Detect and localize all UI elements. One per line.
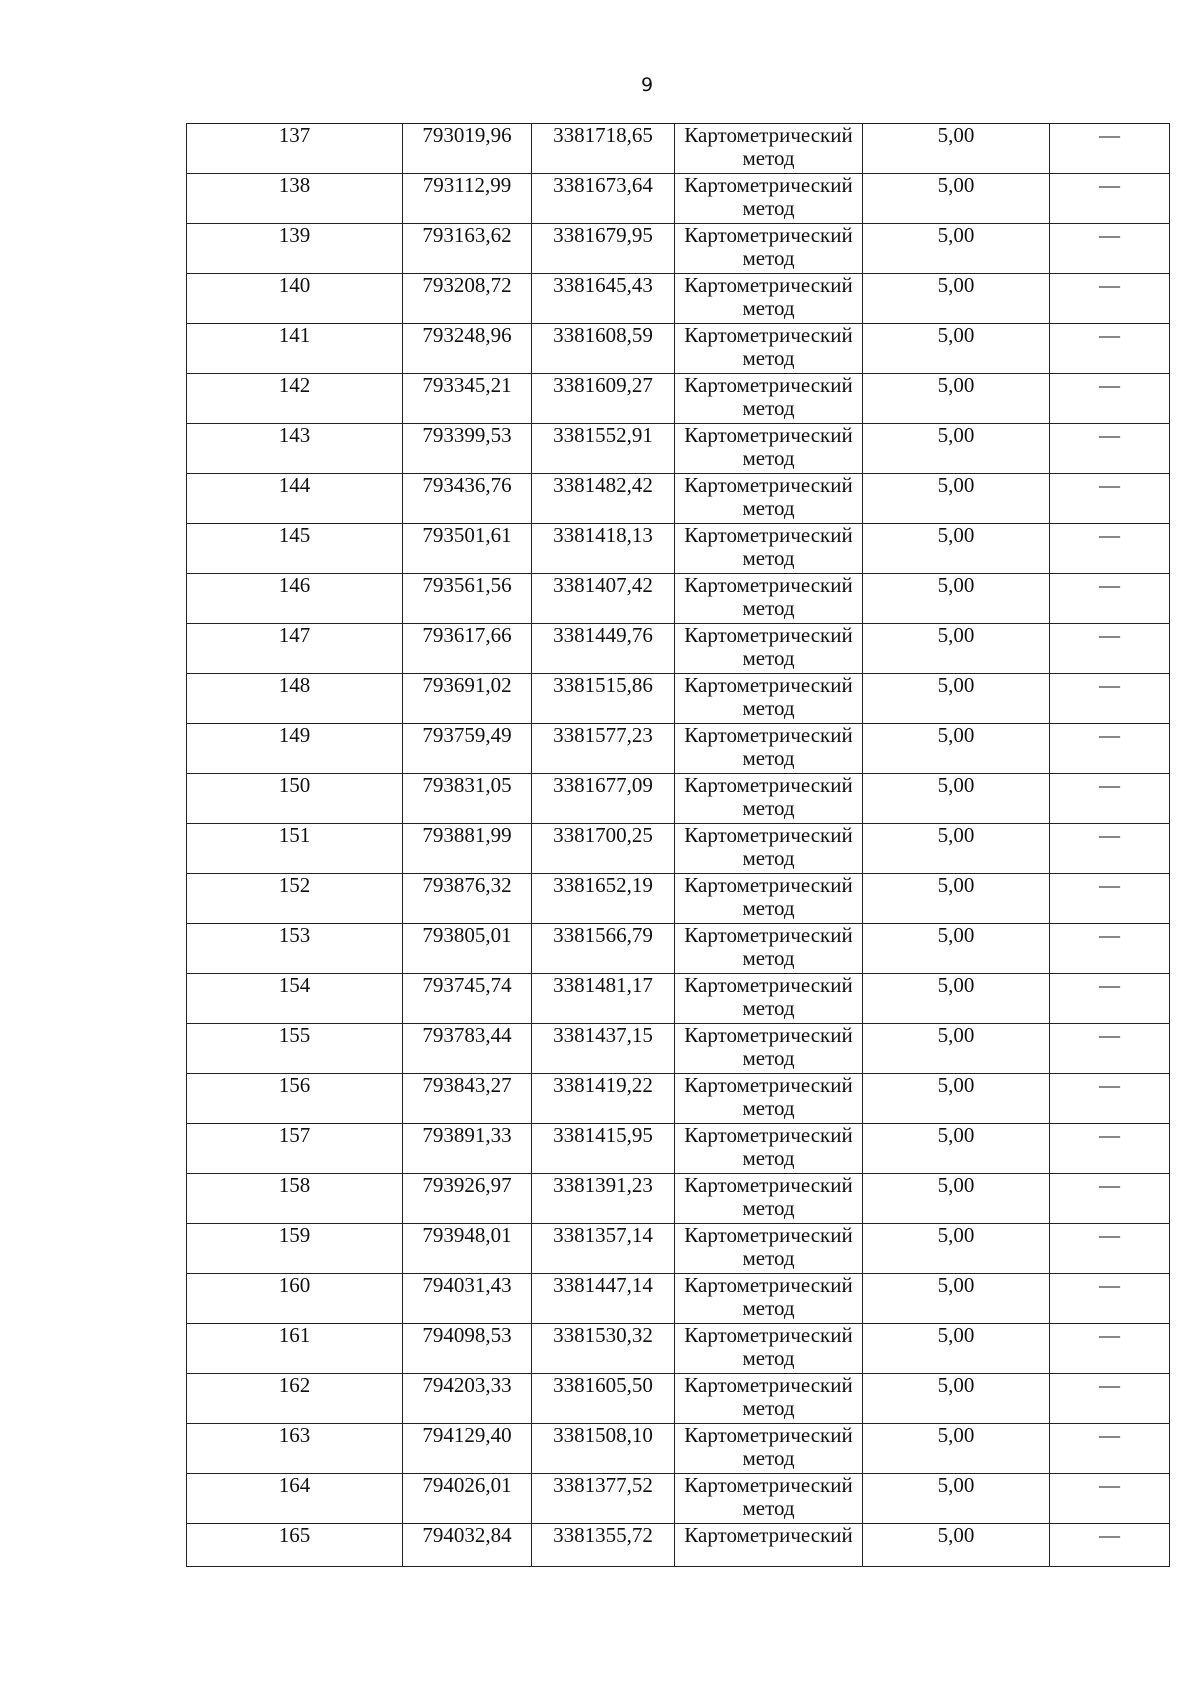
table-row <box>187 1274 1170 1324</box>
method-cell <box>675 474 863 524</box>
point-number-cell: 160 <box>187 1274 403 1324</box>
y-coordinate-cell: 3381391,23 <box>532 1174 675 1224</box>
x-coordinate-cell: 793926,97 <box>403 1174 532 1224</box>
y-coordinate-cell: 3381566,79 <box>532 924 675 974</box>
accuracy-cell: 5,00 <box>863 474 1050 524</box>
method-cell <box>675 1374 863 1424</box>
description-cell: — <box>1050 324 1170 374</box>
table-row <box>187 874 1170 924</box>
accuracy-cell: 5,00 <box>863 924 1050 974</box>
method-cell <box>675 1274 863 1324</box>
accuracy-cell: 5,00 <box>863 524 1050 574</box>
table-row <box>187 124 1170 174</box>
point-number-cell: 149 <box>187 724 403 774</box>
table-row <box>187 1324 1170 1374</box>
y-coordinate-cell: 3381673,64 <box>532 174 675 224</box>
accuracy-cell: 5,00 <box>863 1374 1050 1424</box>
description-cell: — <box>1050 1074 1170 1124</box>
accuracy-cell: 5,00 <box>863 224 1050 274</box>
accuracy-cell: 5,00 <box>863 1474 1050 1524</box>
point-number-cell: 142 <box>187 374 403 424</box>
table-row <box>187 324 1170 374</box>
point-number-cell: 158 <box>187 1174 403 1224</box>
method-line: метод <box>742 446 795 470</box>
description-cell: — <box>1050 524 1170 574</box>
method-line: метод <box>742 546 795 570</box>
method-line: Картометрический <box>684 573 853 597</box>
table-row <box>187 274 1170 324</box>
method-cell <box>675 1174 863 1224</box>
point-number-cell: 150 <box>187 774 403 824</box>
method-line: Картометрический <box>684 1523 853 1547</box>
x-coordinate-cell: 793019,96 <box>403 124 532 174</box>
accuracy-cell: 5,00 <box>863 1324 1050 1374</box>
method-line: метод <box>742 1446 795 1470</box>
y-coordinate-cell: 3381530,32 <box>532 1324 675 1374</box>
method-cell <box>675 1124 863 1174</box>
method-cell <box>675 1024 863 1074</box>
method-line: метод <box>742 646 795 670</box>
method-line: Картометрический <box>684 473 853 497</box>
table-row <box>187 624 1170 674</box>
point-number-cell: 140 <box>187 274 403 324</box>
x-coordinate-cell: 793843,27 <box>403 1074 532 1124</box>
method-line: метод <box>742 596 795 620</box>
method-line: Картометрический <box>684 173 853 197</box>
method-cell <box>675 674 863 724</box>
method-line: метод <box>742 1146 795 1170</box>
method-line: метод <box>742 796 795 820</box>
method-line: Картометрический <box>684 423 853 447</box>
method-line: метод <box>742 1046 795 1070</box>
description-cell: — <box>1050 174 1170 224</box>
x-coordinate-cell: 793891,33 <box>403 1124 532 1174</box>
y-coordinate-cell: 3381447,14 <box>532 1274 675 1324</box>
x-coordinate-cell: 793112,99 <box>403 174 532 224</box>
x-coordinate-cell: 793831,05 <box>403 774 532 824</box>
point-number-cell: 164 <box>187 1474 403 1524</box>
y-coordinate-cell: 3381677,09 <box>532 774 675 824</box>
method-line: метод <box>742 996 795 1020</box>
point-number-cell: 148 <box>187 674 403 724</box>
method-line: метод <box>742 1096 795 1120</box>
point-number-cell: 163 <box>187 1424 403 1474</box>
description-cell: — <box>1050 724 1170 774</box>
method-cell <box>675 1424 863 1474</box>
point-number-cell: 137 <box>187 124 403 174</box>
x-coordinate-cell: 794129,40 <box>403 1424 532 1474</box>
description-cell: — <box>1050 1224 1170 1274</box>
method-line: Картометрический <box>684 273 853 297</box>
method-line: метод <box>742 1196 795 1220</box>
y-coordinate-cell: 3381608,59 <box>532 324 675 374</box>
description-cell: — <box>1050 1474 1170 1524</box>
method-line: метод <box>742 196 795 220</box>
x-coordinate-cell: 793876,32 <box>403 874 532 924</box>
description-cell: — <box>1050 924 1170 974</box>
method-line: метод <box>742 946 795 970</box>
method-cell <box>675 1074 863 1124</box>
point-number-cell: 145 <box>187 524 403 574</box>
method-line: Картометрический <box>684 323 853 347</box>
y-coordinate-cell: 3381418,13 <box>532 524 675 574</box>
accuracy-cell: 5,00 <box>863 324 1050 374</box>
table-row <box>187 924 1170 974</box>
y-coordinate-cell: 3381355,72 <box>532 1524 675 1567</box>
method-line: Картометрический <box>684 1473 853 1497</box>
method-line: метод <box>742 496 795 520</box>
method-line: Картометрический <box>684 1373 853 1397</box>
y-coordinate-cell: 3381357,14 <box>532 1224 675 1274</box>
y-coordinate-cell: 3381377,52 <box>532 1474 675 1524</box>
accuracy-cell: 5,00 <box>863 1024 1050 1074</box>
table-row <box>187 524 1170 574</box>
accuracy-cell: 5,00 <box>863 774 1050 824</box>
point-number-cell: 139 <box>187 224 403 274</box>
x-coordinate-cell: 793345,21 <box>403 374 532 424</box>
accuracy-cell: 5,00 <box>863 1224 1050 1274</box>
method-cell <box>675 874 863 924</box>
accuracy-cell: 5,00 <box>863 1524 1050 1567</box>
method-line: Картометрический <box>684 723 853 747</box>
description-cell: — <box>1050 874 1170 924</box>
accuracy-cell: 5,00 <box>863 424 1050 474</box>
method-cell <box>675 574 863 624</box>
point-number-cell: 146 <box>187 574 403 624</box>
method-line: Картометрический <box>684 1423 853 1447</box>
method-line: Картометрический <box>684 1173 853 1197</box>
description-cell: — <box>1050 1124 1170 1174</box>
y-coordinate-cell: 3381482,42 <box>532 474 675 524</box>
x-coordinate-cell: 793399,53 <box>403 424 532 474</box>
point-number-cell: 144 <box>187 474 403 524</box>
point-number-cell: 138 <box>187 174 403 224</box>
description-cell: — <box>1050 1324 1170 1374</box>
method-cell <box>675 524 863 574</box>
method-cell <box>675 774 863 824</box>
y-coordinate-cell: 3381679,95 <box>532 224 675 274</box>
x-coordinate-cell: 793617,66 <box>403 624 532 674</box>
method-cell <box>675 924 863 974</box>
method-line: Картометрический <box>684 1023 853 1047</box>
method-line: Картометрический <box>684 1073 853 1097</box>
method-line: метод <box>742 396 795 420</box>
method-line: метод <box>742 346 795 370</box>
description-cell: — <box>1050 224 1170 274</box>
accuracy-cell: 5,00 <box>863 624 1050 674</box>
method-line: метод <box>742 1246 795 1270</box>
description-cell: — <box>1050 424 1170 474</box>
method-cell <box>675 1524 863 1567</box>
accuracy-cell: 5,00 <box>863 124 1050 174</box>
x-coordinate-cell: 793561,56 <box>403 574 532 624</box>
x-coordinate-cell: 793881,99 <box>403 824 532 874</box>
point-number-cell: 165 <box>187 1524 403 1567</box>
x-coordinate-cell: 794032,84 <box>403 1524 532 1567</box>
table-row <box>187 174 1170 224</box>
method-cell <box>675 1224 863 1274</box>
method-cell <box>675 974 863 1024</box>
method-cell <box>675 224 863 274</box>
point-number-cell: 161 <box>187 1324 403 1374</box>
accuracy-cell: 5,00 <box>863 674 1050 724</box>
method-line: метод <box>742 696 795 720</box>
accuracy-cell: 5,00 <box>863 1074 1050 1124</box>
description-cell: — <box>1050 1424 1170 1474</box>
point-number-cell: 162 <box>187 1374 403 1424</box>
accuracy-cell: 5,00 <box>863 1124 1050 1174</box>
x-coordinate-cell: 794203,33 <box>403 1374 532 1424</box>
y-coordinate-cell: 3381718,65 <box>532 124 675 174</box>
table-row <box>187 1024 1170 1074</box>
accuracy-cell: 5,00 <box>863 374 1050 424</box>
point-number-cell: 156 <box>187 1074 403 1124</box>
method-line: Картометрический <box>684 973 853 997</box>
table-row <box>187 1474 1170 1524</box>
accuracy-cell: 5,00 <box>863 1424 1050 1474</box>
y-coordinate-cell: 3381407,42 <box>532 574 675 624</box>
table-row <box>187 1374 1170 1424</box>
method-cell <box>675 1324 863 1374</box>
page-number: 9 <box>640 74 654 96</box>
method-line: метод <box>742 1396 795 1420</box>
x-coordinate-cell: 793759,49 <box>403 724 532 774</box>
y-coordinate-cell: 3381577,23 <box>532 724 675 774</box>
table-row <box>187 724 1170 774</box>
method-cell <box>675 174 863 224</box>
method-line: Картометрический <box>684 773 853 797</box>
y-coordinate-cell: 3381609,27 <box>532 374 675 424</box>
method-line: Картометрический <box>684 1273 853 1297</box>
method-line: Картометрический <box>684 373 853 397</box>
accuracy-cell: 5,00 <box>863 174 1050 224</box>
table-row <box>187 974 1170 1024</box>
accuracy-cell: 5,00 <box>863 824 1050 874</box>
method-cell <box>675 424 863 474</box>
accuracy-cell: 5,00 <box>863 1274 1050 1324</box>
y-coordinate-cell: 3381552,91 <box>532 424 675 474</box>
table-row <box>187 224 1170 274</box>
method-line: Картометрический <box>684 223 853 247</box>
point-number-cell: 154 <box>187 974 403 1024</box>
x-coordinate-cell: 793163,62 <box>403 224 532 274</box>
method-line: метод <box>742 846 795 870</box>
x-coordinate-cell: 794031,43 <box>403 1274 532 1324</box>
method-line: Картометрический <box>684 873 853 897</box>
method-line: метод <box>742 746 795 770</box>
method-line: Картометрический <box>684 823 853 847</box>
method-line: Картометрический <box>684 623 853 647</box>
x-coordinate-cell: 793208,72 <box>403 274 532 324</box>
description-cell: — <box>1050 824 1170 874</box>
accuracy-cell: 5,00 <box>863 724 1050 774</box>
method-line: метод <box>742 896 795 920</box>
y-coordinate-cell: 3381605,50 <box>532 1374 675 1424</box>
x-coordinate-cell: 793691,02 <box>403 674 532 724</box>
x-coordinate-cell: 793783,44 <box>403 1024 532 1074</box>
y-coordinate-cell: 3381449,76 <box>532 624 675 674</box>
method-line: Картометрический <box>684 1223 853 1247</box>
y-coordinate-cell: 3381515,86 <box>532 674 675 724</box>
table-body <box>187 124 1170 1567</box>
method-cell <box>675 624 863 674</box>
table-row <box>187 824 1170 874</box>
method-cell <box>675 274 863 324</box>
method-line: метод <box>742 246 795 270</box>
y-coordinate-cell: 3381645,43 <box>532 274 675 324</box>
method-line: метод <box>742 1346 795 1370</box>
y-coordinate-cell: 3381437,15 <box>532 1024 675 1074</box>
point-number-cell: 151 <box>187 824 403 874</box>
point-number-cell: 159 <box>187 1224 403 1274</box>
x-coordinate-cell: 793436,76 <box>403 474 532 524</box>
x-coordinate-cell: 794098,53 <box>403 1324 532 1374</box>
method-cell <box>675 724 863 774</box>
table-row <box>187 1424 1170 1474</box>
table-row <box>187 374 1170 424</box>
description-cell: — <box>1050 624 1170 674</box>
coordinates-table <box>186 123 1170 1567</box>
description-cell: — <box>1050 674 1170 724</box>
y-coordinate-cell: 3381508,10 <box>532 1424 675 1474</box>
point-number-cell: 153 <box>187 924 403 974</box>
x-coordinate-cell: 793745,74 <box>403 974 532 1024</box>
table-row <box>187 674 1170 724</box>
method-line: метод <box>742 296 795 320</box>
description-cell: — <box>1050 374 1170 424</box>
method-line: Картометрический <box>684 1323 853 1347</box>
accuracy-cell: 5,00 <box>863 974 1050 1024</box>
point-number-cell: 147 <box>187 624 403 674</box>
method-line: метод <box>742 146 795 170</box>
table-row <box>187 774 1170 824</box>
table-row <box>187 1074 1170 1124</box>
accuracy-cell: 5,00 <box>863 574 1050 624</box>
y-coordinate-cell: 3381481,17 <box>532 974 675 1024</box>
method-line: Картометрический <box>684 123 853 147</box>
x-coordinate-cell: 793501,61 <box>403 524 532 574</box>
y-coordinate-cell: 3381700,25 <box>532 824 675 874</box>
table-row <box>187 1524 1170 1567</box>
description-cell: — <box>1050 1174 1170 1224</box>
table-row <box>187 574 1170 624</box>
y-coordinate-cell: 3381419,22 <box>532 1074 675 1124</box>
point-number-cell: 157 <box>187 1124 403 1174</box>
table-row <box>187 474 1170 524</box>
description-cell: — <box>1050 1524 1170 1567</box>
x-coordinate-cell: 793805,01 <box>403 924 532 974</box>
method-line: Картометрический <box>684 523 853 547</box>
point-number-cell: 141 <box>187 324 403 374</box>
table-row <box>187 1124 1170 1174</box>
method-cell <box>675 124 863 174</box>
accuracy-cell: 5,00 <box>863 274 1050 324</box>
description-cell: — <box>1050 274 1170 324</box>
description-cell: — <box>1050 574 1170 624</box>
x-coordinate-cell: 793248,96 <box>403 324 532 374</box>
method-line: Картометрический <box>684 923 853 947</box>
description-cell: — <box>1050 774 1170 824</box>
description-cell: — <box>1050 474 1170 524</box>
method-line: Картометрический <box>684 673 853 697</box>
point-number-cell: 152 <box>187 874 403 924</box>
description-cell: — <box>1050 1374 1170 1424</box>
method-line: метод <box>742 1496 795 1520</box>
x-coordinate-cell: 793948,01 <box>403 1224 532 1274</box>
y-coordinate-cell: 3381415,95 <box>532 1124 675 1174</box>
point-number-cell: 155 <box>187 1024 403 1074</box>
description-cell: — <box>1050 1274 1170 1324</box>
description-cell: — <box>1050 974 1170 1024</box>
table-row <box>187 1224 1170 1274</box>
method-cell <box>675 374 863 424</box>
description-cell: — <box>1050 1024 1170 1074</box>
method-line: Картометрический <box>684 1123 853 1147</box>
x-coordinate-cell: 794026,01 <box>403 1474 532 1524</box>
method-cell <box>675 1474 863 1524</box>
description-cell: — <box>1050 124 1170 174</box>
method-cell <box>675 324 863 374</box>
accuracy-cell: 5,00 <box>863 1174 1050 1224</box>
method-line: метод <box>742 1296 795 1320</box>
method-cell <box>675 824 863 874</box>
table-row <box>187 1174 1170 1224</box>
table-row <box>187 424 1170 474</box>
y-coordinate-cell: 3381652,19 <box>532 874 675 924</box>
point-number-cell: 143 <box>187 424 403 474</box>
accuracy-cell: 5,00 <box>863 874 1050 924</box>
